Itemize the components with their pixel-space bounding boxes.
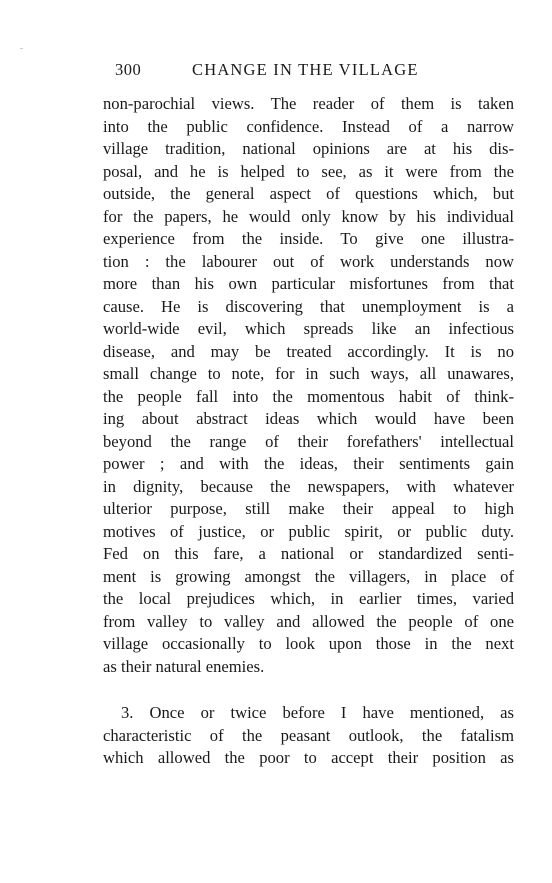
text-line: cause. He is discovering that unemployment is a [103, 296, 514, 316]
page-speck [20, 48, 23, 49]
text-line: disease, and may be treated accordingly. It is no [103, 341, 514, 361]
text-line: posal, and he is helped to see, as it were from the [103, 161, 514, 181]
text-line: small change to note, for in such ways, all unawares, [103, 364, 514, 383]
text-line: from valley to valley and allowed the people of one [103, 611, 514, 631]
running-header [115, 60, 520, 84]
text-line: world-wide evil, which spreads like an infectious [103, 319, 514, 338]
paragraph-continuation [103, 93, 514, 678]
text-line: as their natural enemies. [103, 656, 265, 676]
text-line: tion : the labourer out of work understands now [103, 251, 514, 271]
running-title: CHANGE IN THE VILLAGE [192, 60, 419, 79]
text-line: village occasionally to look upon those in the next [103, 634, 514, 653]
text-line: ing about abstract ideas which would have been [103, 409, 514, 428]
text-line: motives of justice, or public spirit, or public duty. [103, 521, 514, 541]
text-line: the local prejudices which, in earlier times, varied [103, 589, 514, 608]
page-number: 300 [115, 60, 142, 79]
text-line: in dignity, because the newspapers, with whatever [103, 476, 514, 496]
text-line: beyond the range of their forefathers' intellectual [103, 431, 514, 451]
text-line: outside, the general aspect of questions which, but [103, 184, 514, 203]
text-line: characteristic of the peasant outlook, the fatalism [103, 725, 514, 745]
text-line: Fed on this fare, a national or standardized senti- [103, 544, 514, 563]
text-line: ulterior purpose, still make their appeal to high [103, 499, 514, 518]
text-line: which allowed the poor to accept their position as [103, 748, 514, 767]
text-line: power ; and with the ideas, their sentiments gain [103, 454, 514, 473]
text-line: the people fall into the momentous habit of think- [103, 386, 514, 406]
text-line: 3. Once or twice before I have mentioned, as [121, 703, 514, 722]
text-line: experience from the inside. To give one illustra- [103, 229, 514, 248]
text-line: more than his own particular misfortunes from that [103, 274, 514, 293]
text-line: for the papers, he would only know by his individual [103, 206, 514, 226]
paragraph-section-3 [103, 702, 514, 770]
text-line: non-parochial views. The reader of them is taken [103, 94, 514, 113]
text-line: village tradition, national opinions are at his dis- [103, 139, 514, 158]
text-line: ment is growing amongst the villagers, in place of [103, 566, 514, 586]
text-line: into the public confidence. Instead of a narrow [103, 116, 514, 136]
